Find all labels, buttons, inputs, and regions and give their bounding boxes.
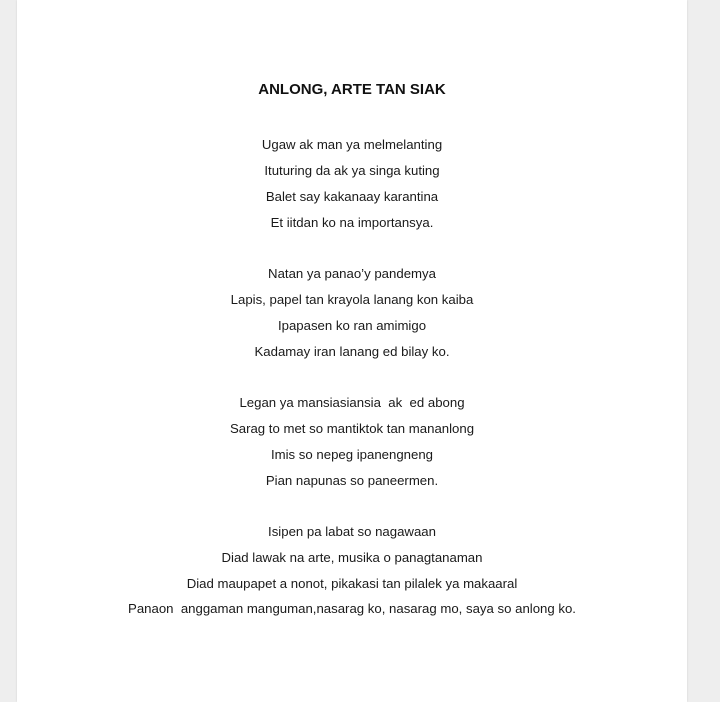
- poem-line: Ipapasen ko ran amimigo: [277, 318, 427, 333]
- poem-line: Sarag to met so mantiktok tan mananlong: [229, 421, 475, 436]
- poem-line: Balet say kakanaay karantina: [265, 189, 439, 204]
- poem-line: Isipen pa labat so nagawaan: [268, 524, 436, 539]
- poem-line: Et iitdan ko na importansya.: [270, 215, 434, 230]
- poem-line: Lapis, papel tan krayola lanang kon kaiba: [230, 292, 474, 307]
- poem-line: Imis so nepeg ipanengneng: [270, 447, 434, 462]
- poem-line: Kadamay iran lanang ed bilay ko.: [254, 344, 450, 359]
- poem-title: ANLONG, ARTE TAN SIAK: [258, 81, 446, 98]
- poem-line: Ituturing da ak ya singa kuting: [264, 163, 440, 178]
- poem-line: Diad maupapet a nonot, pikakasi tan pilalek ya makaaral: [186, 576, 518, 591]
- poem-line: Ugaw ak man ya melmelanting: [261, 137, 443, 152]
- poem-line: Pian napunas so paneermen.: [265, 473, 439, 488]
- document-page: [17, 0, 687, 702]
- poem-line: Panaon anggaman manguman,nasarag ko, nasarag mo, saya so anlong ko.: [128, 601, 576, 616]
- poem-line: Legan ya mansiasiansia ak ed abong: [239, 395, 465, 410]
- poem-line: Diad lawak na arte, musika o panagtanaman: [221, 550, 483, 565]
- poem-line: Natan ya panao’y pandemya: [268, 266, 436, 281]
